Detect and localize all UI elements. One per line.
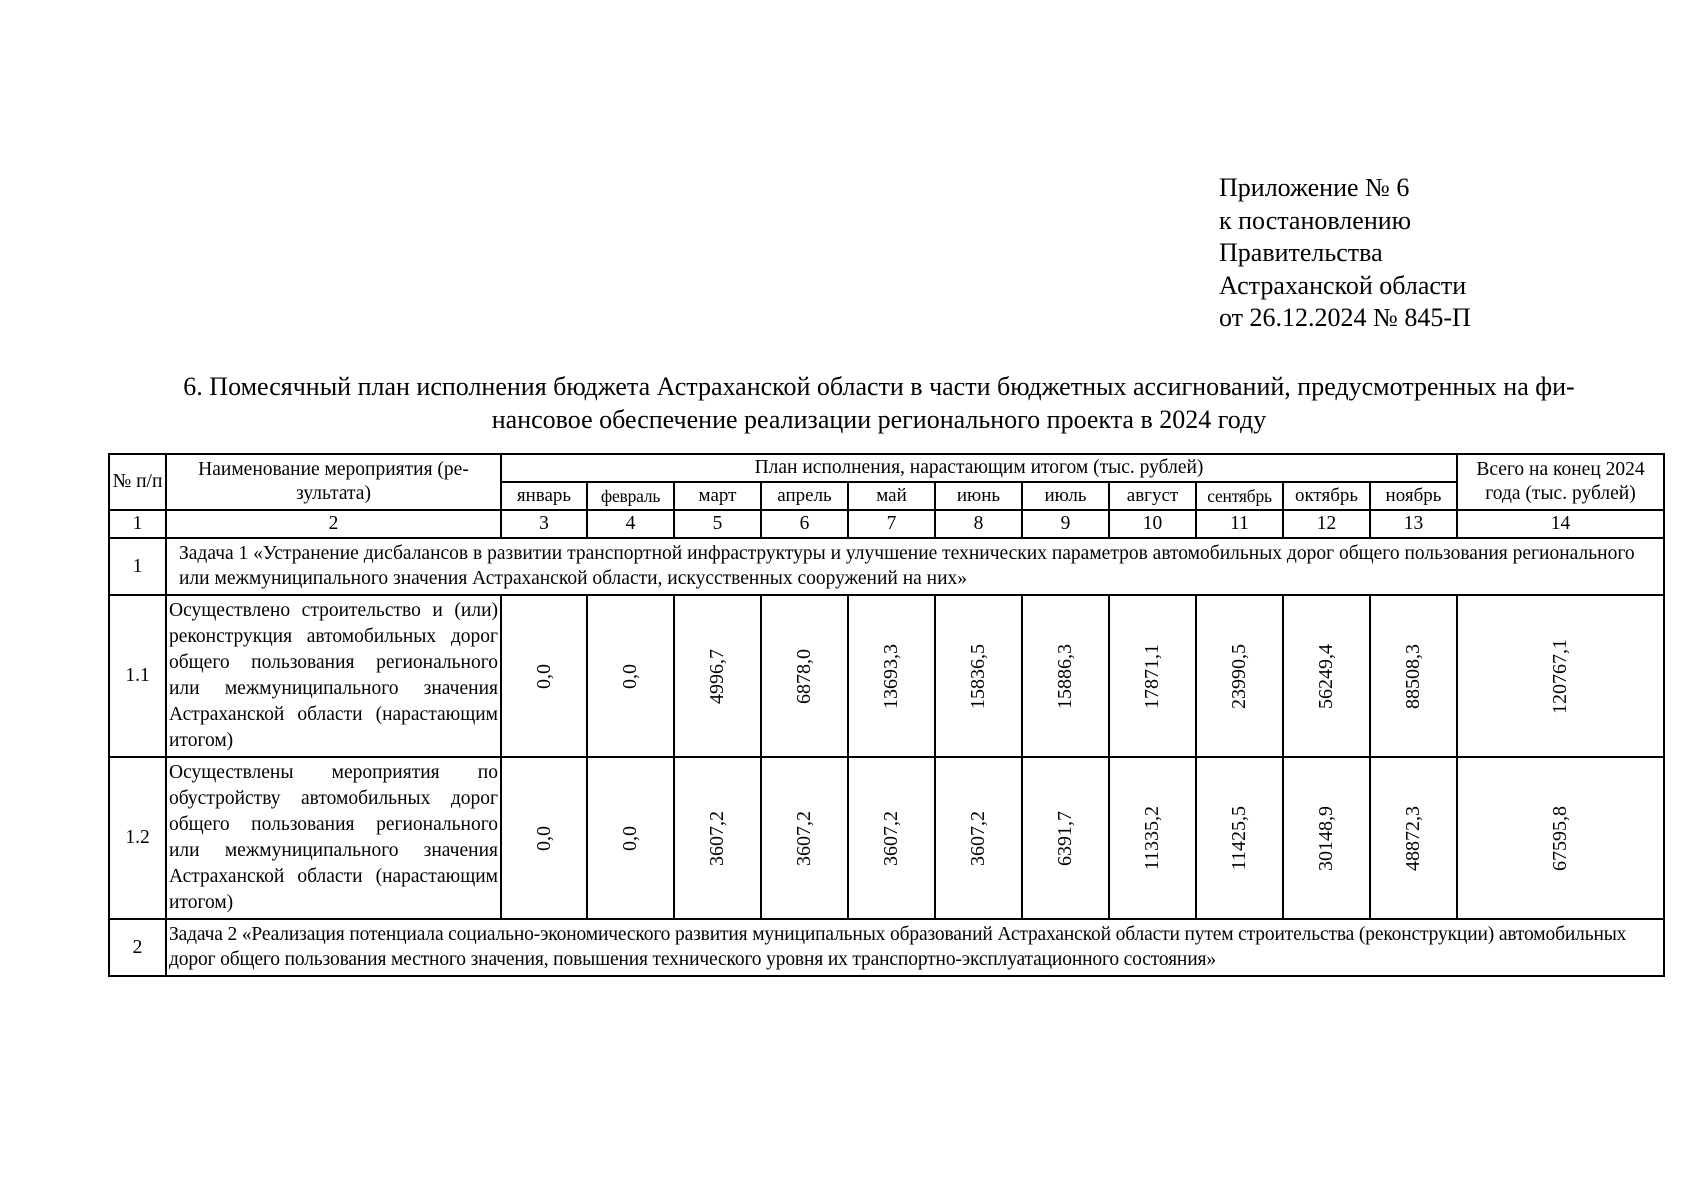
month-value: 56249,4 xyxy=(1315,643,1337,709)
appendix-line: к постановлению xyxy=(1219,205,1412,235)
month-header: март xyxy=(674,482,761,510)
month-value: 0,0 xyxy=(532,825,555,851)
column-number: 13 xyxy=(1370,510,1457,538)
task-text: Задача 2 «Реализация потенциала социально-экономического развития муниципальных образований Астраханской области путем строительства (реконструкции) автомобильных дорог общего пользования местного значения, повышения технического уровня их транспортно-эксплуатационного состояния» xyxy=(166,919,1664,976)
task-row xyxy=(109,538,1664,595)
row-name: Осуществлено строительство и (или) реконструкция автомобильных дорог общего пользования регионального или межмуниципального значения Астраханской области (нарастающим итогом) xyxy=(166,595,501,757)
month-value: 15886,3 xyxy=(1054,643,1076,709)
header-plan: План исполнения, нарастающим итогом (тыс. рублей) xyxy=(501,454,1457,482)
appendix-line: Астраханской области xyxy=(1219,270,1467,300)
month-value: 6878,0 xyxy=(793,648,815,704)
task-number: 2 xyxy=(109,919,166,976)
header-no: № п/п xyxy=(109,454,166,510)
row-number: 1.1 xyxy=(109,595,166,757)
task-row xyxy=(109,919,1664,976)
row-number: 1.2 xyxy=(109,757,166,919)
month-value: 48872,3 xyxy=(1402,805,1424,871)
month-value: 11425,5 xyxy=(1228,805,1250,871)
appendix-line: Правительства xyxy=(1219,238,1383,267)
column-number: 4 xyxy=(587,510,674,538)
month-header: апрель xyxy=(761,482,848,510)
total-value: 67595,8 xyxy=(1549,805,1571,871)
month-value: 11335,2 xyxy=(1141,805,1163,871)
month-value: 4996,7 xyxy=(706,648,728,704)
appendix-line: Приложение № 6 xyxy=(1219,173,1410,202)
month-value: 3607,2 xyxy=(793,810,815,866)
task-number: 1 xyxy=(109,538,166,595)
column-number: 6 xyxy=(761,510,848,538)
header-name: Наименование мероприятия (ре-зультата) xyxy=(166,454,501,510)
month-header: август xyxy=(1109,482,1196,510)
table-row xyxy=(109,595,1664,757)
month-value: 3607,2 xyxy=(967,810,989,866)
month-header: октябрь xyxy=(1283,482,1370,510)
column-number: 3 xyxy=(501,510,587,538)
row-name: Осуществлены мероприятия по обустройству автомобильных дорог общего пользования регионального или межмуниципального значения Астраханской области (нарастающим итогом) xyxy=(166,757,501,919)
appendix-line: от 26.12.2024 № 845-П xyxy=(1219,303,1471,332)
month-value: 0,0 xyxy=(619,825,641,851)
column-number: 11 xyxy=(1196,510,1283,538)
month-header: июнь xyxy=(935,482,1022,510)
month-header: сентябрь xyxy=(1196,482,1283,510)
title-line: нансовое обеспечение реализации регионального проекта в 2024 году xyxy=(491,405,1267,434)
month-value: 88508,3 xyxy=(1402,643,1424,709)
month-header: февраль xyxy=(587,482,674,510)
document-title xyxy=(110,370,1648,436)
month-value: 30148,9 xyxy=(1315,805,1337,871)
month-value: 0,0 xyxy=(532,663,555,689)
month-value: 0,0 xyxy=(619,663,641,689)
column-number: 7 xyxy=(848,510,935,538)
month-header: ноябрь xyxy=(1370,482,1457,510)
month-value: 15836,5 xyxy=(967,643,989,709)
month-header: июль xyxy=(1022,482,1109,510)
column-number: 8 xyxy=(935,510,1022,538)
table-row xyxy=(109,757,1664,919)
title-line: 6. Помесячный план исполнения бюджета Астраханской области в части бюджетных ассигнований, предусмотренных на фи- xyxy=(183,372,1575,401)
appendix-block xyxy=(1219,172,1471,335)
month-header: январь xyxy=(501,482,587,510)
month-value: 6391,7 xyxy=(1054,810,1076,866)
column-number: 2 xyxy=(166,510,501,538)
month-value: 3607,2 xyxy=(880,810,902,866)
column-number: 9 xyxy=(1022,510,1109,538)
month-value: 3607,2 xyxy=(706,810,728,866)
budget-plan-table xyxy=(108,453,1665,977)
month-value: 17871,1 xyxy=(1141,643,1163,709)
total-value: 120767,1 xyxy=(1549,638,1571,714)
column-number: 1 xyxy=(109,510,166,538)
column-number: 5 xyxy=(674,510,761,538)
month-value: 23990,5 xyxy=(1228,643,1250,709)
column-number: 14 xyxy=(1457,510,1664,538)
month-header: май xyxy=(848,482,935,510)
header-total: Всего на конец 2024 года (тыс. рублей) xyxy=(1457,454,1664,510)
task-text: Задача 1 «Устранение дисбалансов в развитии транспортной инфраструктуры и улучшение технических параметров автомобильных дорог общего пользования регионального или межмуниципального значения Астраханской области, искусственных сооружений на них» xyxy=(166,538,1664,595)
column-number: 10 xyxy=(1109,510,1196,538)
column-number: 12 xyxy=(1283,510,1370,538)
month-value: 13693,3 xyxy=(880,643,902,709)
